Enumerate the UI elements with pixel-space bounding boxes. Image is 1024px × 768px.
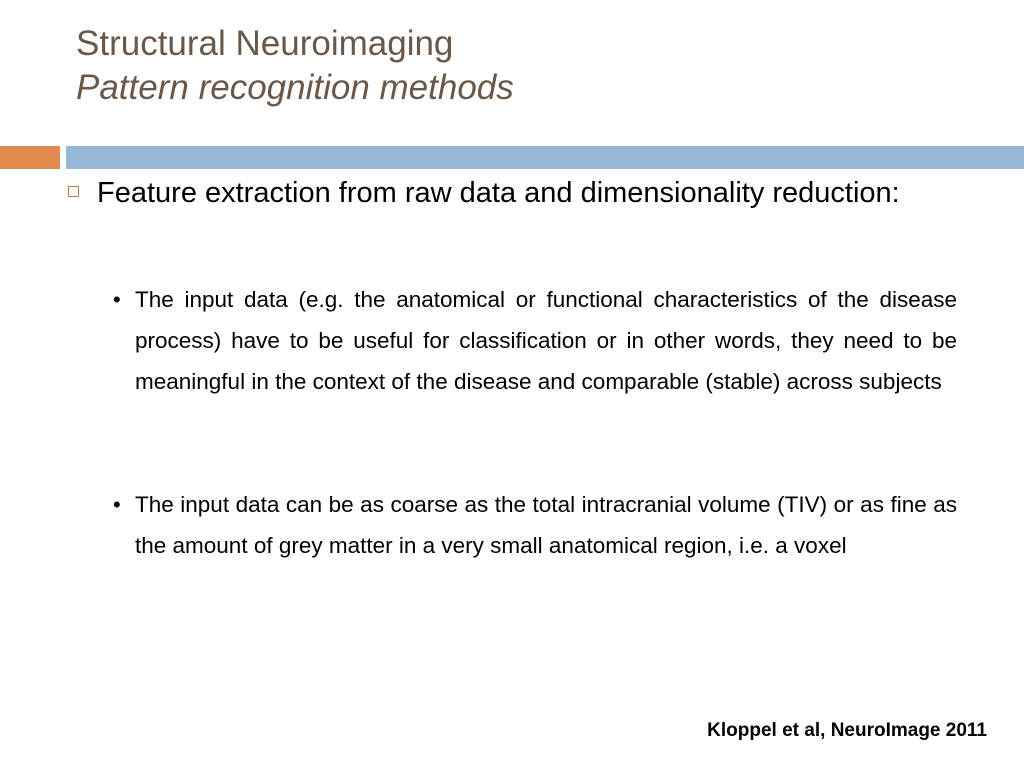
bullet-dot-icon: • <box>113 492 121 517</box>
bullet-dot-icon: • <box>113 287 121 312</box>
accent-bar-blue <box>66 146 1024 169</box>
sub-bullet-2: The input data can be as coarse as the total intracranial volume (TIV) or as fine as the amount of grey matter in a very small anatomical region, i.e. a voxel <box>135 492 957 558</box>
accent-bar-orange <box>0 146 60 169</box>
sub-bullet-1: The input data (e.g. the anatomical or functional characteristics of the disease process) have to be useful for classification or in other words, they need to be meaningful in the context of the disease and comparable (stable) across subjects <box>135 287 957 394</box>
main-bullet-text: Feature extraction from raw data and dimensionality reduction: <box>97 177 900 209</box>
title-line-2: Pattern recognition methods <box>76 68 514 107</box>
citation: Kloppel et al, NeuroImage 2011 <box>707 720 987 741</box>
title-line-1: Structural Neuroimaging <box>76 24 454 63</box>
slide-title <box>76 22 514 110</box>
square-bullet-icon <box>68 186 79 197</box>
